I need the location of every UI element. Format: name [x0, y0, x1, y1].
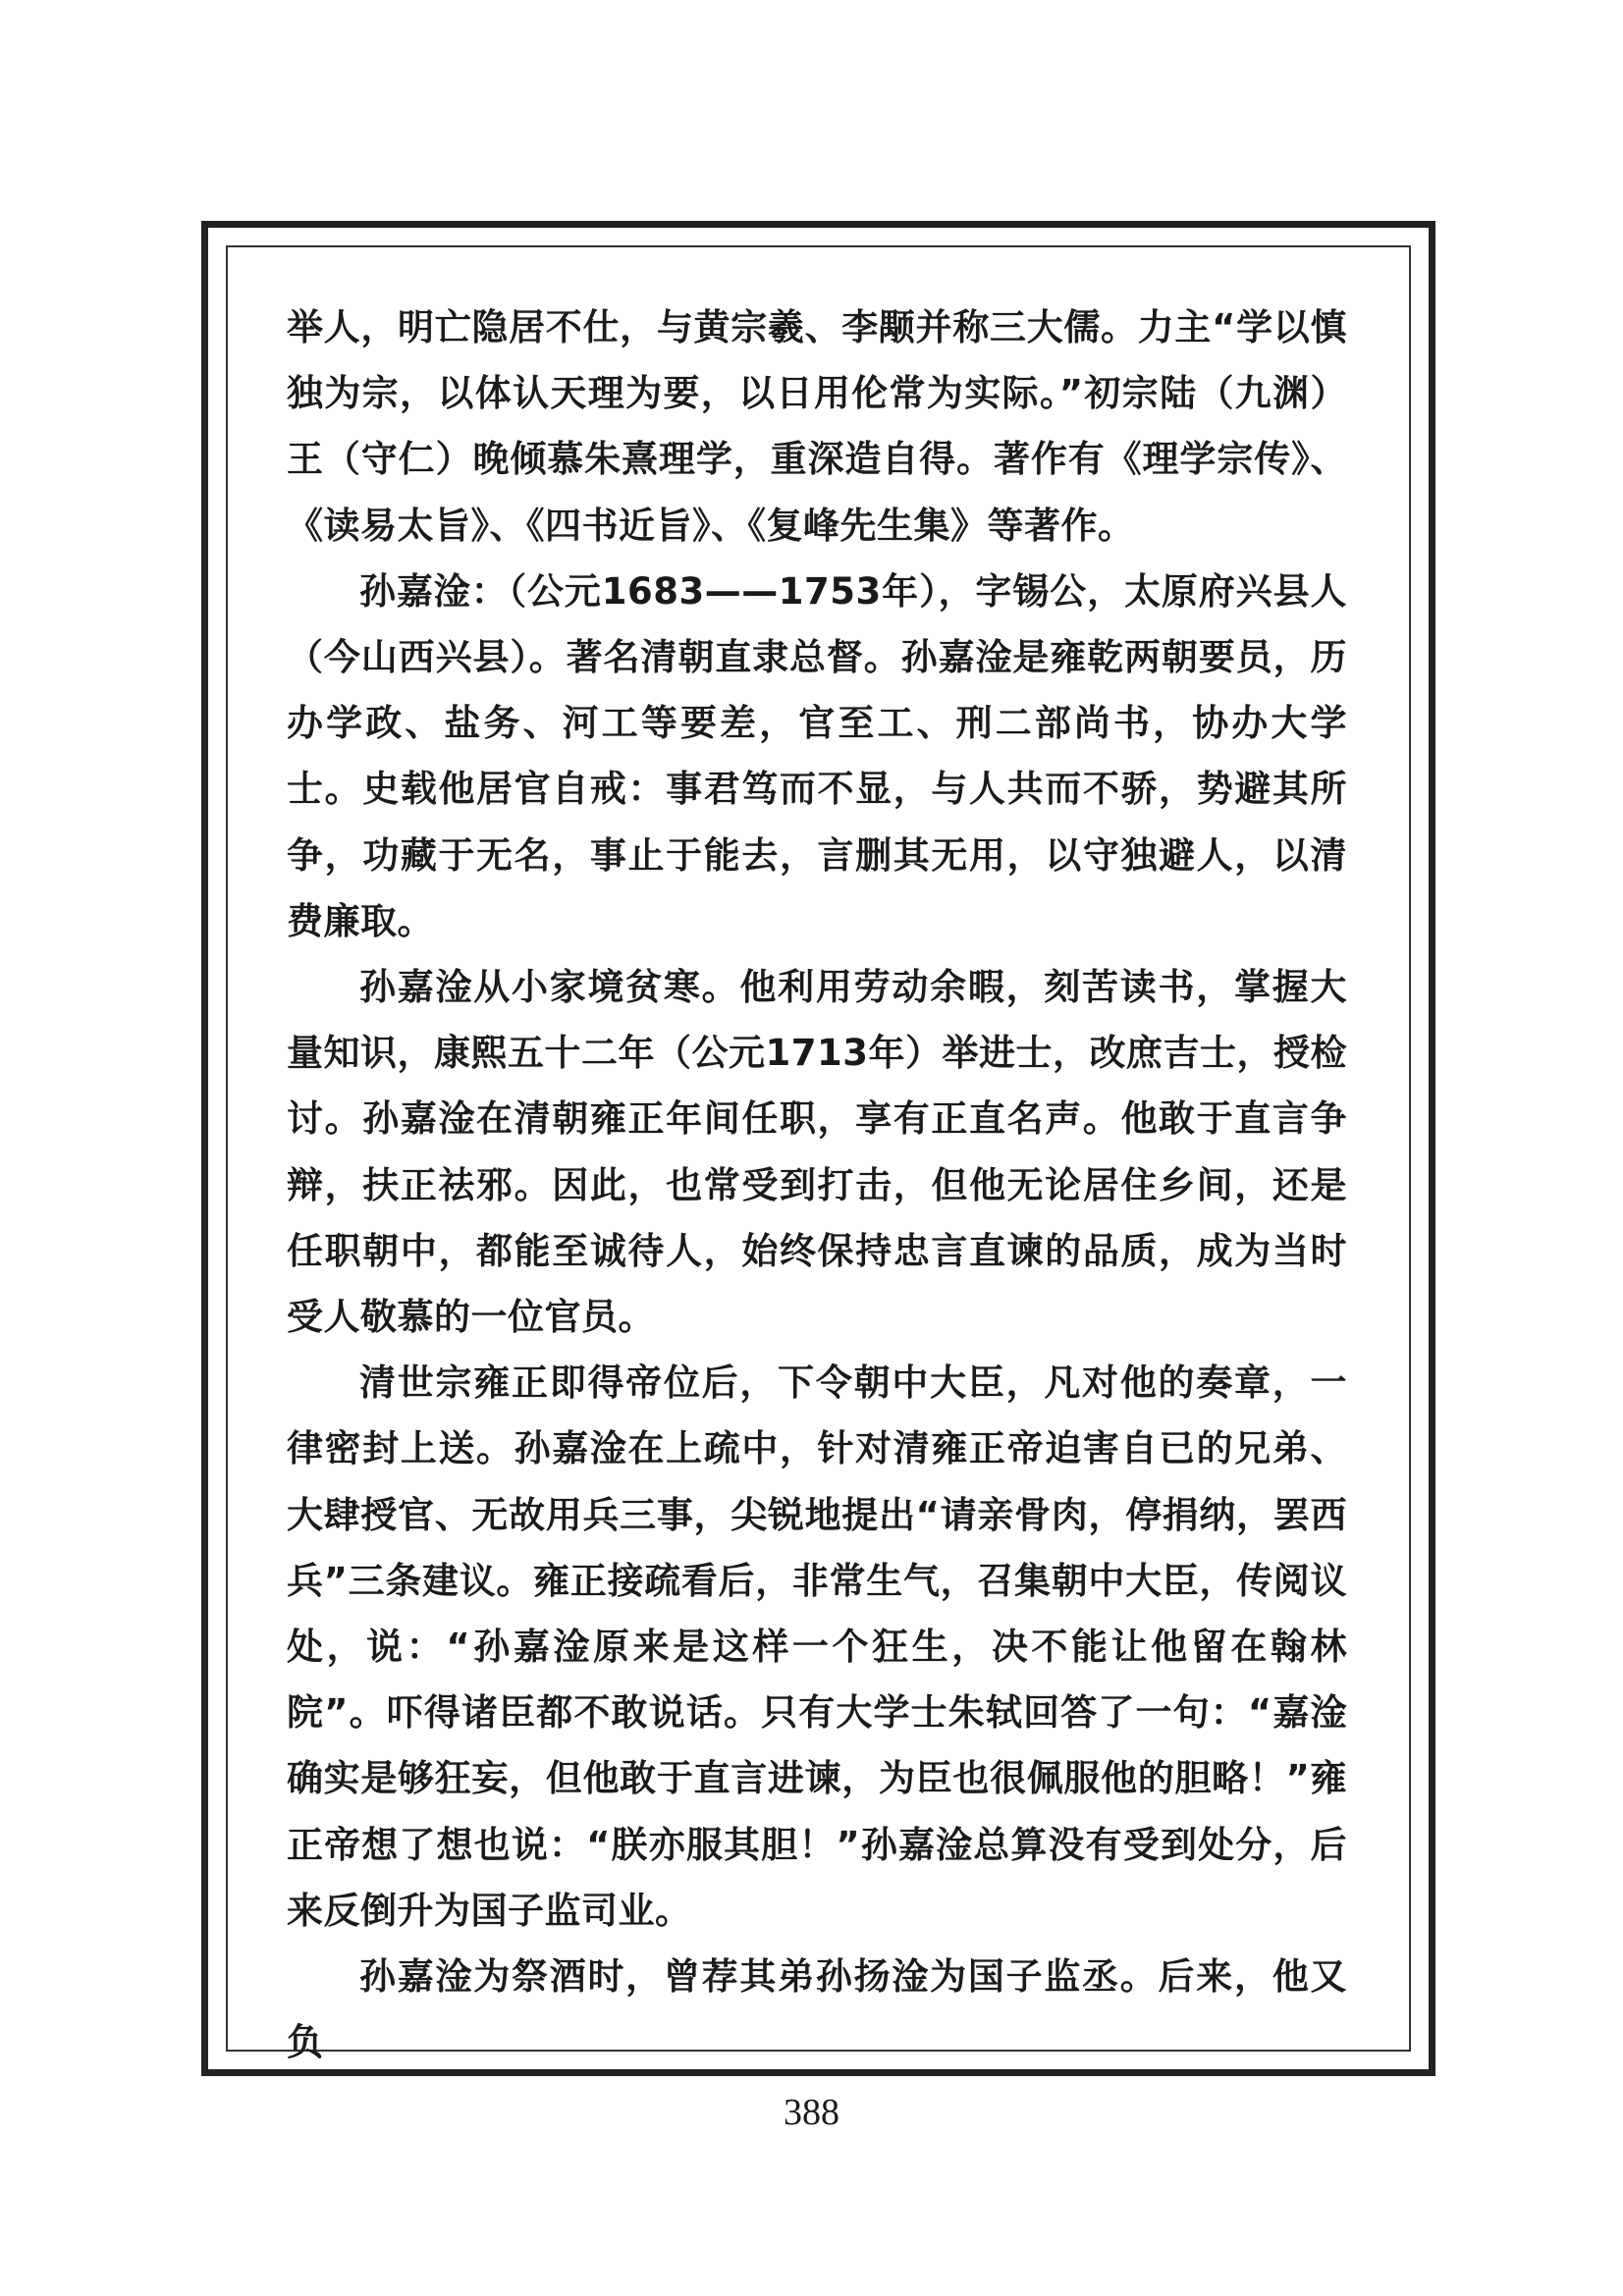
page-number: 388 [784, 2092, 839, 2133]
paragraph-3: 孙嘉淦从小家境贫寒。他利用劳动余暇，刻苦读书，掌握大量知识，康熙五十二年（公元1713年）举进士，改庶吉士，授检讨。孙嘉淦在清朝雍正年间任职，享有正直名声。他敢于直言争辩，扶正祛邪。因此，也常受到打击，但他无论居住乡间，还是任职朝中，都能至诚待人，始终保持忠言直谏的品质，成为当时受人敬慕的一位官员。 [287, 966, 1347, 1339]
paragraph-1: 举人，明亡隐居不仕，与黄宗羲、李颙并称三大儒。力主“学以慎独为宗，以体认天理为要，以日用伦常为实际。”初宗陆（九渊）王（守仁）晚倾慕朱熹理学，重深造自得。著作有《理学宗传》、《读易太旨》、《四书近旨》、《复峰先生集》等著作。 [287, 306, 1347, 547]
paragraph-2: 孙嘉淦：（公元1683——1753年），字锡公，太原府兴县人（今山西兴县）。著名清朝直隶总督。孙嘉淦是雍乾两朝要员，历办学政、盐务、河工等要差，官至工、刑二部尚书，协办大学士。史载他居官自戒：事君笃而不显，与人共而不骄，势避其所争，功藏于无名，事止于能去，言删其无用，以守独避人，以清费廉取。 [287, 569, 1347, 942]
body-text [287, 294, 1347, 2075]
paragraph-4: 清世宗雍正即得帝位后，下令朝中大臣，凡对他的奏章，一律密封上送。孙嘉淦在上疏中，针对清雍正帝迫害自已的兄弟、大肆授官、无故用兵三事，尖锐地提出“请亲骨肉，停捐纳，罢西兵”三条建议。雍正接疏看后，非常生气，召集朝中大臣，传阅议处，说：“孙嘉淦原来是这样一个狂生，决不能让他留在翰林院”。吓得诸臣都不敢说话。只有大学士朱轼回答了一句：“嘉淦确实是够狂妄，但他敢于直言进谏，为臣也很佩服他的胆略！”雍正帝想了想也说：“朕亦服其胆！”孙嘉淦总算没有受到处分，后来反倒升为国子监司业。 [287, 1362, 1347, 1932]
paragraph-5: 孙嘉淦为祭酒时，曾荐其弟孙扬淦为国子监丞。后来，他又负 [287, 1955, 1347, 2064]
